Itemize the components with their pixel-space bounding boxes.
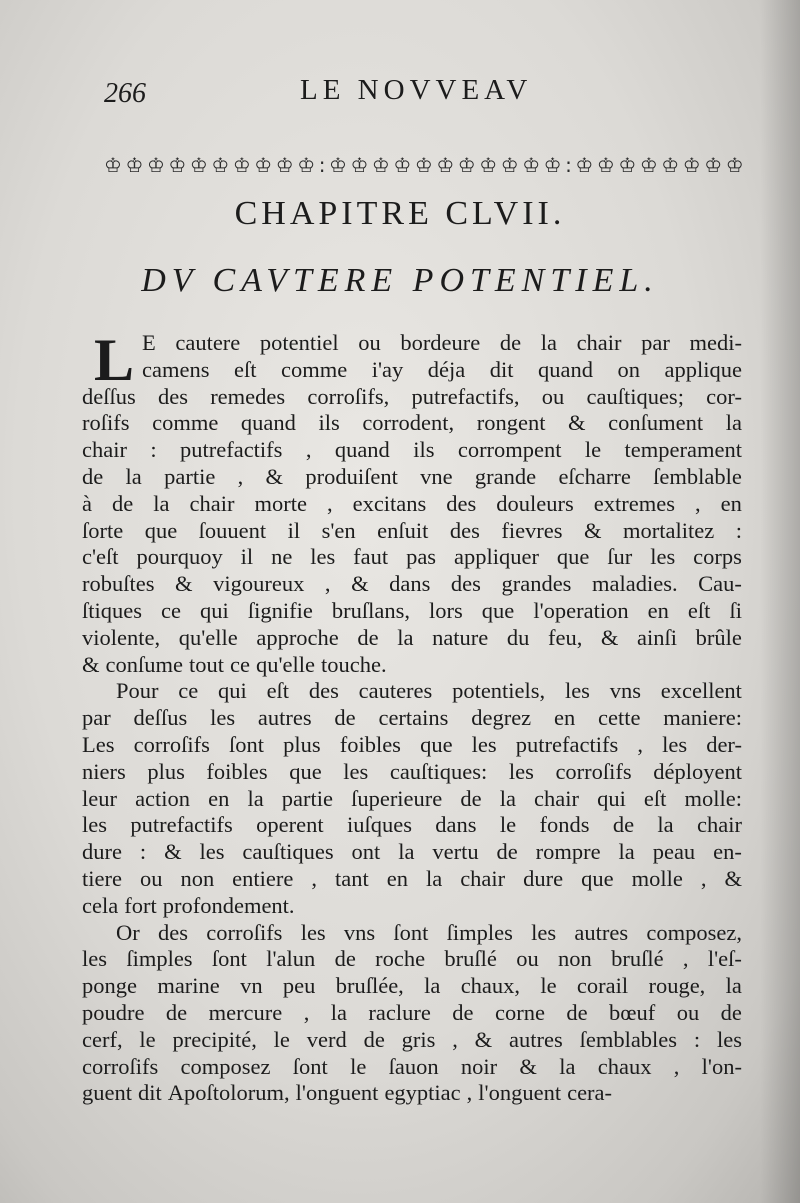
crown-icon: ♔ xyxy=(104,153,122,177)
crown-icon: ♔ xyxy=(436,153,455,177)
crown-icon: ♔ xyxy=(350,153,369,177)
crown-icon: ♔ xyxy=(500,153,519,177)
crown-icon: ♔ xyxy=(371,153,390,177)
text-line: à de la chair morte , excitans des douleurs extremes , en xyxy=(82,490,742,516)
text-line: chair : putrefactifs , quand ils corrompent le temperament xyxy=(82,437,742,463)
running-head xyxy=(0,72,800,112)
text-line: ponge marine vn peu bruſlée, la chaux, le corail rouge, la xyxy=(82,973,742,999)
crown-icon: ♔ xyxy=(189,153,208,177)
chapter-title: DV CAVTERE POTENTIEL. xyxy=(141,262,659,299)
text-line: Les corroſifs ſont plus foibles que les putrefactifs , les der- xyxy=(82,731,742,757)
text-line: de la partie , & produiſent vne grande eſcharre ſemblable xyxy=(82,463,742,489)
text-line: robuſtes & vigoureux , & dans des grandes maladies. Cau- xyxy=(82,571,742,597)
text-line: E cautere potentiel ou bordeure de la chair par medi- xyxy=(142,330,742,355)
text-line: cela fort profondement. xyxy=(82,892,295,918)
text-line: guent dit Apoſtolorum, l'onguent egyptiac , l'onguent cera- xyxy=(82,1080,613,1106)
crown-icon: ♔ xyxy=(125,153,144,177)
text-line: ſtiques ce qui ſignifie bruſlans, lors que l'operation en eſt ſi xyxy=(82,597,742,623)
text-line: roſifs comme quand ils corrodent, rongent & conſument la xyxy=(82,410,742,436)
crown-ornament-band xyxy=(104,150,744,180)
crown-icon: ♔ xyxy=(639,153,658,177)
crown-icon: ♔ xyxy=(575,153,594,177)
text-line: violente, qu'elle approche de la nature du feu, & ainſi brûle xyxy=(82,624,742,650)
ornament-separator: : xyxy=(565,153,572,177)
crown-icon: ♔ xyxy=(661,153,680,177)
text-line: deſſus des remedes corroſifs, putrefactifs, ou cauſtiques; cor- xyxy=(82,383,742,409)
text-line: & conſume tout ce qu'elle touche. xyxy=(82,651,387,677)
drop-cap: L xyxy=(94,327,135,393)
paragraph xyxy=(82,327,742,678)
body-text xyxy=(82,327,742,1107)
crown-icon: ♔ xyxy=(725,153,744,177)
text-line: Or des corroſifs les vns ſont ſimples les autres composez, xyxy=(116,919,742,945)
crown-icon: ♔ xyxy=(393,153,412,177)
crown-icon: ♔ xyxy=(457,153,476,177)
crown-icon: ♔ xyxy=(232,153,251,177)
text-line: ſorte que ſouuent il s'en enſuit des fievres & mortalitez : xyxy=(82,517,742,543)
text-line: leur action en la partie ſuperieure de la chair qui eſt molle: xyxy=(82,785,742,811)
ornament-separator: : xyxy=(318,153,326,177)
text-line: poudre de mercure , la raclure de corne de bœuf ou de xyxy=(82,999,742,1025)
chapter-heading: CHAPITRE CLVII. xyxy=(234,195,566,232)
text-line: camens eſt comme i'ay déja dit quand on applique xyxy=(142,356,742,382)
crown-icon: ♔ xyxy=(704,153,723,177)
crown-icon: ♔ xyxy=(168,153,187,177)
running-title: LE NOVVEAV xyxy=(300,74,533,106)
crown-icon: ♔ xyxy=(618,153,637,177)
crown-icon: ♔ xyxy=(522,153,541,177)
crown-icon: ♔ xyxy=(682,153,701,177)
crown-icon: ♔ xyxy=(254,153,273,177)
page-number: 266 xyxy=(104,78,146,109)
crown-icon: ♔ xyxy=(146,153,165,177)
crown-icon: ♔ xyxy=(596,153,615,177)
paragraph xyxy=(82,678,742,919)
text-line: cerf, le precipité, le verd de gris , & autres ſemblables : les xyxy=(82,1026,742,1052)
text-line: les putrefactifs operent iuſques dans le fonds de la chair xyxy=(82,812,742,838)
paragraph xyxy=(82,920,742,1108)
crown-icon: ♔ xyxy=(543,153,562,177)
text-line: niers plus foibles que les cauſtiques: les corroſifs déployent xyxy=(82,758,742,784)
text-line: les ſimples ſont l'alun de roche bruſlé ou non bruſlé , l'eſ- xyxy=(82,946,742,972)
crown-icon: ♔ xyxy=(328,153,347,177)
text-line: Pour ce qui eſt des cauteres potentiels, les vns excellent xyxy=(116,678,742,704)
crown-icon: ♔ xyxy=(211,153,230,177)
crown-icon: ♔ xyxy=(275,153,294,177)
text-line: corroſifs composez ſont le ſauon noir & la chaux , l'on- xyxy=(82,1053,742,1079)
text-line: par deſſus les autres de certains degrez en cette maniere: xyxy=(82,705,742,731)
text-line: tiere ou non entiere , tant en la chair dure que molle , & xyxy=(82,865,742,891)
crown-icon: ♔ xyxy=(414,153,433,177)
text-line: dure : & les cauſtiques ont la vertu de rompre la peau en- xyxy=(82,839,742,865)
crown-icon: ♔ xyxy=(297,153,316,177)
text-line: c'eſt pourquoy il ne les faut pas appliquer que ſur les corps xyxy=(82,544,742,570)
crown-icon: ♔ xyxy=(479,153,498,177)
